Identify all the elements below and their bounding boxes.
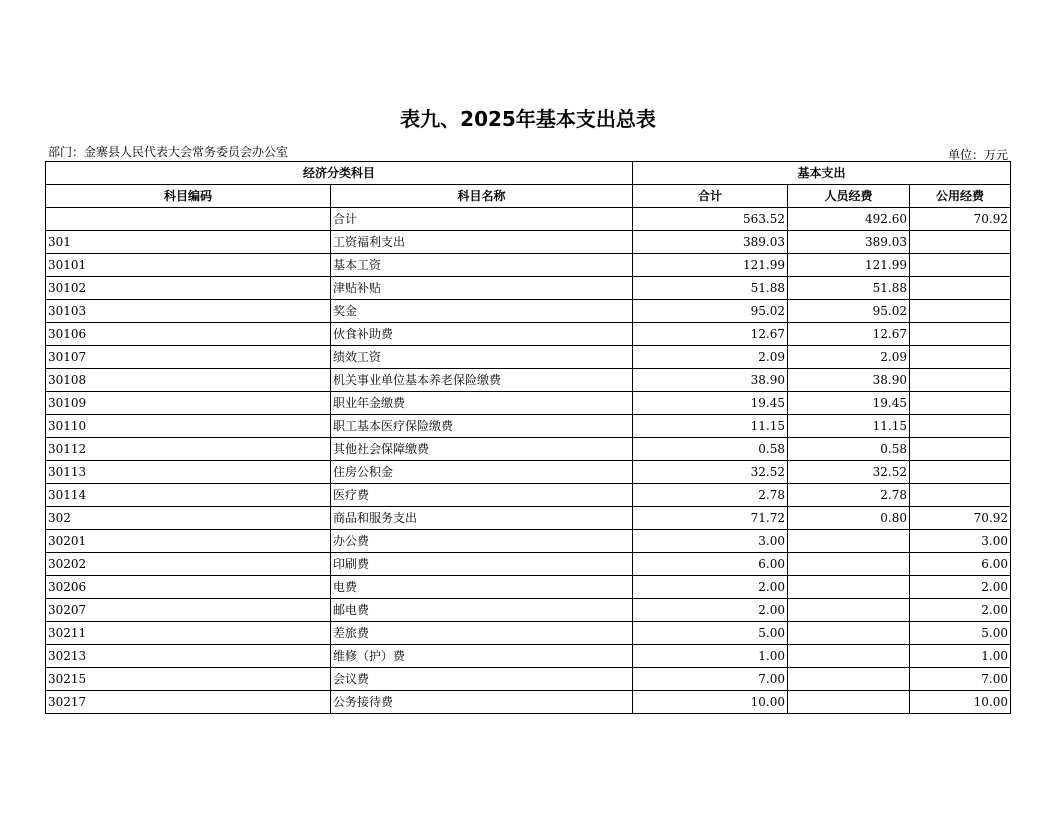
table-row <box>46 507 1011 530</box>
cell-total: 51.88 <box>633 277 788 300</box>
cell-total: 19.45 <box>633 392 788 415</box>
cell-personnel: 19.45 <box>788 392 910 415</box>
cell-personnel <box>788 576 910 599</box>
cell-code: 30106 <box>46 323 331 346</box>
cell-public: 2.00 <box>910 599 1011 622</box>
cell-total: 1.00 <box>633 645 788 668</box>
cell-name: 奖金 <box>331 300 633 323</box>
cell-code: 30201 <box>46 530 331 553</box>
table-row <box>46 645 1011 668</box>
cell-public <box>910 277 1011 300</box>
cell-name: 印刷费 <box>331 553 633 576</box>
cell-personnel <box>788 599 910 622</box>
cell-total: 95.02 <box>633 300 788 323</box>
header-econ-group: 经济分类科目 <box>46 162 633 185</box>
cell-total: 2.09 <box>633 346 788 369</box>
cell-public: 70.92 <box>910 208 1011 231</box>
cell-code: 30110 <box>46 415 331 438</box>
cell-total: 563.52 <box>633 208 788 231</box>
cell-personnel: 95.02 <box>788 300 910 323</box>
cell-name: 会议费 <box>331 668 633 691</box>
cell-personnel: 11.15 <box>788 415 910 438</box>
cell-public: 10.00 <box>910 691 1011 714</box>
cell-name: 电费 <box>331 576 633 599</box>
cell-total: 5.00 <box>633 622 788 645</box>
table-row <box>46 231 1011 254</box>
cell-name: 住房公积金 <box>331 461 633 484</box>
cell-code: 302 <box>46 507 331 530</box>
cell-personnel: 38.90 <box>788 369 910 392</box>
cell-name: 基本工资 <box>331 254 633 277</box>
cell-total: 0.58 <box>633 438 788 461</box>
table-row <box>46 553 1011 576</box>
cell-public <box>910 438 1011 461</box>
cell-total: 71.72 <box>633 507 788 530</box>
cell-total: 10.00 <box>633 691 788 714</box>
cell-personnel: 389.03 <box>788 231 910 254</box>
cell-public: 6.00 <box>910 553 1011 576</box>
table-row <box>46 415 1011 438</box>
cell-total: 6.00 <box>633 553 788 576</box>
header-group-row <box>46 162 1011 185</box>
table-row <box>46 576 1011 599</box>
cell-total: 3.00 <box>633 530 788 553</box>
cell-name: 伙食补助费 <box>331 323 633 346</box>
cell-public <box>910 323 1011 346</box>
cell-public: 5.00 <box>910 622 1011 645</box>
cell-name: 机关事业单位基本养老保险缴费 <box>331 369 633 392</box>
cell-name: 办公费 <box>331 530 633 553</box>
cell-name: 其他社会保障缴费 <box>331 438 633 461</box>
table-row <box>46 369 1011 392</box>
cell-name: 职业年金缴费 <box>331 392 633 415</box>
cell-name: 商品和服务支出 <box>331 507 633 530</box>
cell-personnel: 12.67 <box>788 323 910 346</box>
cell-code: 30112 <box>46 438 331 461</box>
cell-total: 2.00 <box>633 576 788 599</box>
cell-code: 301 <box>46 231 331 254</box>
cell-public: 70.92 <box>910 507 1011 530</box>
cell-public: 7.00 <box>910 668 1011 691</box>
table-row <box>46 254 1011 277</box>
cell-personnel: 0.80 <box>788 507 910 530</box>
cell-name: 绩效工资 <box>331 346 633 369</box>
cell-public <box>910 254 1011 277</box>
header-column-row <box>46 185 1011 208</box>
cell-code: 30107 <box>46 346 331 369</box>
cell-public <box>910 231 1011 254</box>
cell-code: 30101 <box>46 254 331 277</box>
cell-total: 121.99 <box>633 254 788 277</box>
table-row <box>46 691 1011 714</box>
cell-name: 邮电费 <box>331 599 633 622</box>
cell-total: 12.67 <box>633 323 788 346</box>
cell-code: 30113 <box>46 461 331 484</box>
cell-public: 1.00 <box>910 645 1011 668</box>
cell-public <box>910 461 1011 484</box>
cell-code: 30109 <box>46 392 331 415</box>
header-code: 科目编码 <box>46 185 331 208</box>
cell-name: 职工基本医疗保险缴费 <box>331 415 633 438</box>
cell-code: 30202 <box>46 553 331 576</box>
header-name: 科目名称 <box>331 185 633 208</box>
header-total: 合计 <box>633 185 788 208</box>
cell-personnel <box>788 691 910 714</box>
cell-total: 32.52 <box>633 461 788 484</box>
cell-code: 30206 <box>46 576 331 599</box>
table-row <box>46 323 1011 346</box>
cell-code: 30217 <box>46 691 331 714</box>
table-row <box>46 438 1011 461</box>
cell-name: 合计 <box>331 208 633 231</box>
cell-personnel: 121.99 <box>788 254 910 277</box>
cell-name: 差旅费 <box>331 622 633 645</box>
cell-name: 津贴补贴 <box>331 277 633 300</box>
cell-code: 30103 <box>46 300 331 323</box>
cell-total: 7.00 <box>633 668 788 691</box>
cell-code: 30207 <box>46 599 331 622</box>
cell-public <box>910 415 1011 438</box>
header-basic-group: 基本支出 <box>633 162 1011 185</box>
cell-personnel: 0.58 <box>788 438 910 461</box>
cell-code: 30102 <box>46 277 331 300</box>
cell-personnel <box>788 622 910 645</box>
table-body <box>46 208 1011 714</box>
cell-public <box>910 300 1011 323</box>
cell-code: 30211 <box>46 622 331 645</box>
cell-total: 389.03 <box>633 231 788 254</box>
header-personnel: 人员经费 <box>788 185 910 208</box>
cell-personnel: 2.09 <box>788 346 910 369</box>
cell-name: 工资福利支出 <box>331 231 633 254</box>
cell-code <box>46 208 331 231</box>
cell-personnel: 492.60 <box>788 208 910 231</box>
cell-name: 维修（护）费 <box>331 645 633 668</box>
cell-personnel <box>788 645 910 668</box>
table-row <box>46 277 1011 300</box>
cell-public <box>910 346 1011 369</box>
cell-personnel: 51.88 <box>788 277 910 300</box>
unit-label: 单位：万元 <box>947 148 1008 162</box>
cell-public: 3.00 <box>910 530 1011 553</box>
cell-public <box>910 392 1011 415</box>
cell-personnel: 32.52 <box>788 461 910 484</box>
table-row <box>46 208 1011 231</box>
expenditure-table <box>45 161 1011 714</box>
cell-public: 2.00 <box>910 576 1011 599</box>
cell-personnel <box>788 530 910 553</box>
table-row <box>46 599 1011 622</box>
table-row <box>46 461 1011 484</box>
cell-total: 11.15 <box>633 415 788 438</box>
cell-code: 30213 <box>46 645 331 668</box>
table-row <box>46 530 1011 553</box>
cell-name: 医疗费 <box>331 484 633 507</box>
department-label: 部门：金寨县人民代表大会常务委员会办公室 <box>48 145 289 159</box>
cell-public <box>910 369 1011 392</box>
cell-code: 30108 <box>46 369 331 392</box>
cell-personnel: 2.78 <box>788 484 910 507</box>
cell-total: 2.78 <box>633 484 788 507</box>
cell-code: 30114 <box>46 484 331 507</box>
table-row <box>46 622 1011 645</box>
table-row <box>46 484 1011 507</box>
table-row <box>46 346 1011 369</box>
cell-personnel <box>788 668 910 691</box>
table-row <box>46 668 1011 691</box>
table-row <box>46 300 1011 323</box>
cell-code: 30215 <box>46 668 331 691</box>
cell-total: 38.90 <box>633 369 788 392</box>
page-title: 表九、2025年基本支出总表 <box>400 107 656 131</box>
header-public: 公用经费 <box>910 185 1011 208</box>
table-row <box>46 392 1011 415</box>
cell-personnel <box>788 553 910 576</box>
cell-name: 公务接待费 <box>331 691 633 714</box>
cell-total: 2.00 <box>633 599 788 622</box>
cell-public <box>910 484 1011 507</box>
